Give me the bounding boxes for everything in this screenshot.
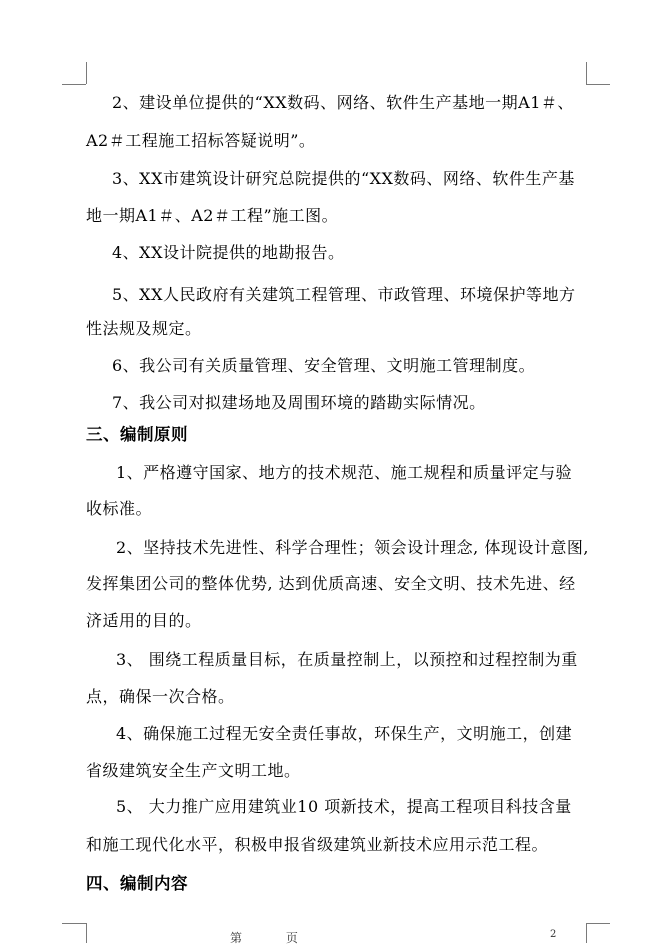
- page-label: 第 页: [230, 931, 318, 945]
- page-number: 2: [550, 929, 557, 940]
- principle-2-line-2: 发挥集团公司的整体优势, 达到优质高速、安全文明、技术先进、经: [86, 574, 576, 593]
- item-2-line-2: A2＃工程施工招标答疑说明”。: [86, 131, 316, 150]
- item-7: 7、我公司对拟建场地及周围环境的踏勘实际情况。: [112, 393, 486, 412]
- item-4: 4、XX设计院提供的地勘报告。: [112, 243, 345, 262]
- principle-5-line-2: 和施工现代化水平，积极申报省级建筑业新技术应用示范工程。: [86, 835, 549, 854]
- principle-2-line-1: 2、坚持技术先进性、科学合理性；领会设计理念, 体现设计意图,: [116, 538, 589, 557]
- principle-3-line-1: 3、 围绕工程质量目标，在质量控制上，以预控和过程控制为重: [116, 650, 578, 669]
- crop-mark-top-left-h: [62, 84, 86, 85]
- section-heading-contents: 四、编制内容: [86, 874, 188, 893]
- crop-mark-bottom-left-h: [62, 923, 86, 924]
- crop-mark-top-left-v: [86, 62, 87, 84]
- principle-1-line-2: 收标准。: [86, 499, 153, 518]
- crop-mark-bottom-right-h: [586, 923, 610, 924]
- principle-2-line-3: 济适用的目的。: [86, 611, 202, 630]
- principle-1-line-1: 1、严格遵守国家、地方的技术规范、施工规程和质量评定与验: [116, 463, 573, 482]
- item-5-line-1: 5、XX人民政府有关建筑工程管理、市政管理、环境保护等地方: [112, 285, 576, 304]
- principle-4-line-2: 省级建筑安全生产文明工地。: [86, 761, 301, 780]
- page-footer: [0, 929, 669, 943]
- item-6: 6、我公司有关质量管理、安全管理、文明施工管理制度。: [112, 356, 536, 375]
- principle-3-line-2: 点，确保一次合格。: [86, 687, 235, 706]
- item-5-line-2: 性法规及规定。: [86, 319, 202, 338]
- crop-mark-top-right-h: [586, 84, 610, 85]
- item-3-line-2: 地一期A1＃、A2＃工程”施工图。: [86, 206, 339, 225]
- item-3-line-1: 3、XX市建筑设计研究总院提供的“XX数码、网络、软件生产基: [112, 169, 575, 188]
- section-heading-principles: 三、编制原则: [86, 425, 188, 444]
- principle-5-line-1: 5、 大力推广应用建筑业10 项新技术，提高工程项目科技含量: [116, 797, 572, 816]
- principle-4-line-1: 4、确保施工过程无安全责任事故，环保生产，文明施工，创建: [116, 724, 573, 743]
- crop-mark-top-right-v: [586, 62, 587, 84]
- item-2-line-1: 2、建设单位提供的“XX数码、网络、软件生产基地一期A1＃、: [112, 93, 574, 112]
